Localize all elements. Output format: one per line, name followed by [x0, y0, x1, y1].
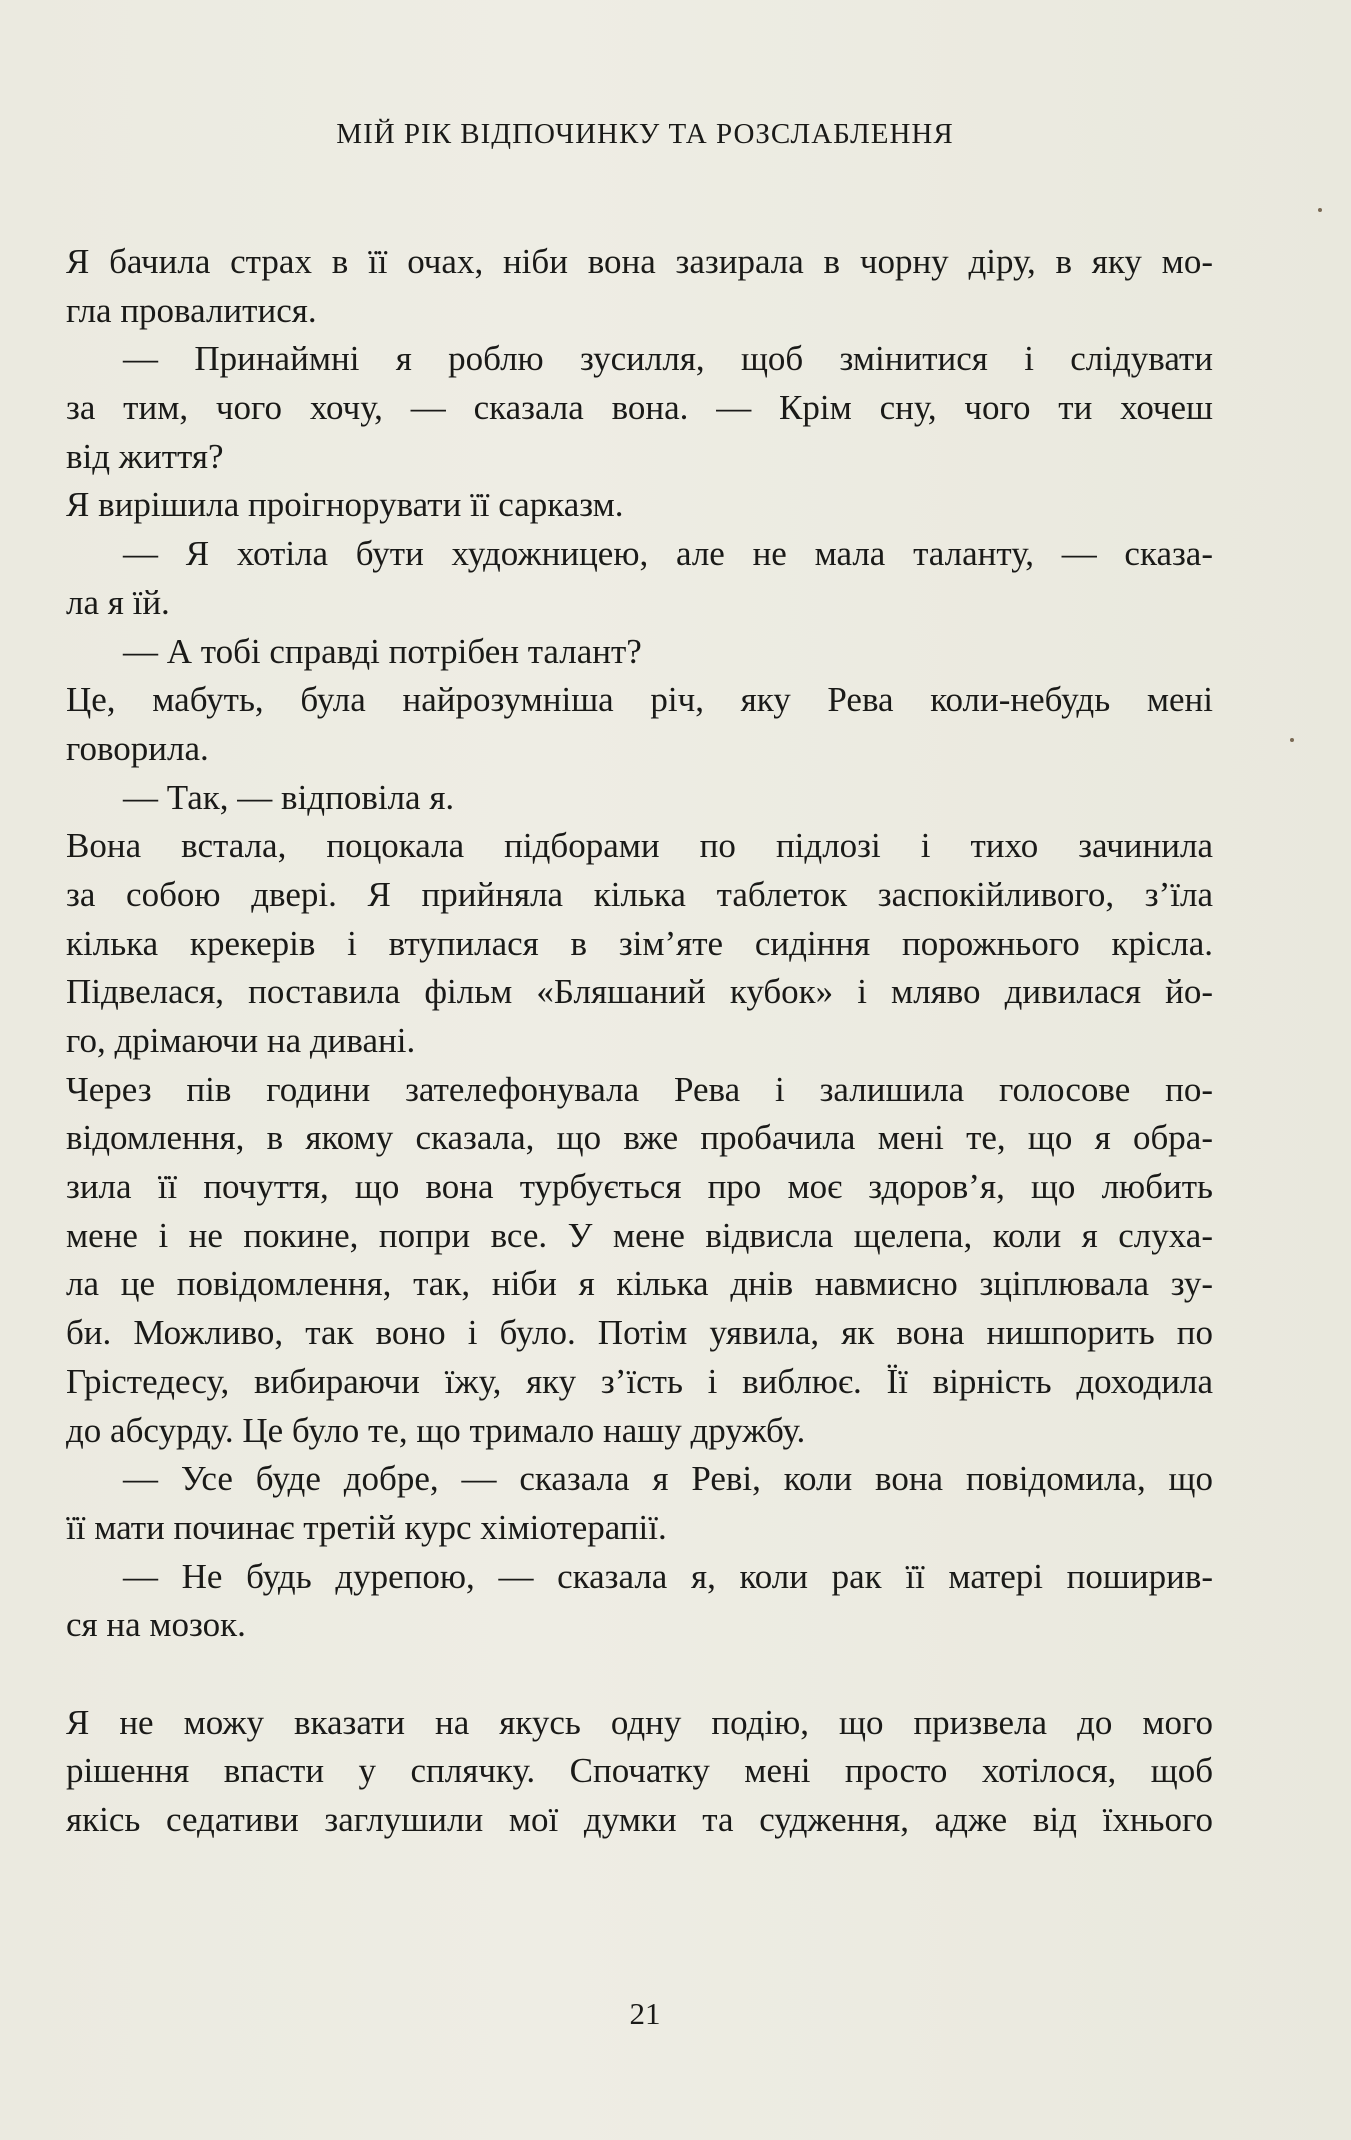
- text-line: Це, мабуть, була найрозумніша річ, яку Рева коли-небудь мені: [66, 680, 1213, 720]
- text-line: якісь седативи заглушили мої думки та судження, адже від їхнього: [66, 1800, 1213, 1839]
- text-line: до абсурду. Це було те, що тримало нашу дружбу.: [66, 1410, 806, 1450]
- text-line: кілька крекерів і втупилася в зім’яте сидіння порожнього крісла.: [66, 923, 1213, 963]
- text-line: Грістедесу, вибираючи їжу, яку з’їсть і виблює. Її вірність доходила: [66, 1361, 1213, 1401]
- text-line: Я бачила страх в її очах, ніби вона зазирала в чорну діру, в яку мо-: [66, 242, 1213, 281]
- text-line: — Я хотіла бути художницею, але не мала таланту, — сказа-: [123, 534, 1213, 574]
- text-line: ся на мозок.: [66, 1605, 246, 1645]
- text-line: мене і не покине, попри все. У мене відвисла щелепа, коли я слуха-: [66, 1215, 1213, 1255]
- text-line: говорила.: [66, 728, 209, 768]
- text-line: за собою двері. Я прийняла кілька таблеток заспокійливого, з’їла: [66, 874, 1213, 914]
- text-line: — Не будь дурепою, — сказала я, коли рак її матері поширив-: [123, 1556, 1213, 1596]
- text-line: від життя?: [66, 436, 224, 476]
- paper-speck: [1318, 208, 1322, 212]
- text-line: Я вирішила проігнорувати її сарказм.: [66, 485, 624, 525]
- text-line: Вона встала, поцокала підборами по підлозі і тихо зачинила: [66, 826, 1213, 866]
- text-line: — Принаймні я роблю зусилля, щоб змінитися і слідувати: [123, 339, 1213, 379]
- text-line: за тим, чого хочу, — сказала вона. — Крім сну, чого ти хочеш: [66, 388, 1213, 428]
- text-line: рішення впасти у сплячку. Спочатку мені просто хотілося, щоб: [66, 1751, 1213, 1791]
- text-line: Я не можу вказати на якусь одну подію, що призвела до мого: [66, 1702, 1213, 1742]
- running-head: МІЙ РІК ВІДПОЧИНКУ ТА РОЗСЛАБЛЕННЯ: [336, 118, 954, 150]
- text-line: зила її почуття, що вона турбується про моє здоров’я, що любить: [66, 1167, 1213, 1207]
- text-line: Через пів години зателефонувала Рева і залишила голосове по-: [66, 1069, 1213, 1109]
- text-line: гла провалитися.: [66, 290, 317, 330]
- text-line: Підвелася, поставила фільм «Бляшаний кубок» і мляво дивилася йо-: [66, 972, 1213, 1012]
- text-line: ла я їй.: [66, 582, 170, 622]
- text-line: — Так, — відповіла я.: [123, 777, 455, 817]
- text-line: ла це повідомлення, так, ніби я кілька днів навмисно зціплювала зу-: [66, 1264, 1213, 1304]
- page-number: 21: [629, 1996, 661, 2031]
- text-line: — Усе буде добре, — сказала я Реві, коли вона повідомила, що: [123, 1459, 1213, 1499]
- body-text: [66, 238, 1213, 1845]
- section-gap: [66, 1650, 1213, 1699]
- text-line: — А тобі справді потрібен талант?: [123, 631, 642, 671]
- text-line: го, дрімаючи на дивані.: [66, 1021, 416, 1060]
- text-line: її мати починає третій курс хіміотерапії.: [66, 1507, 667, 1547]
- paper-speck: [1290, 738, 1294, 742]
- text-line: би. Можливо, так воно і було. Потім уявила, як вона нишпорить по: [66, 1313, 1213, 1353]
- text-line: відомлення, в якому сказала, що вже пробачила мені те, що я обра-: [66, 1118, 1213, 1158]
